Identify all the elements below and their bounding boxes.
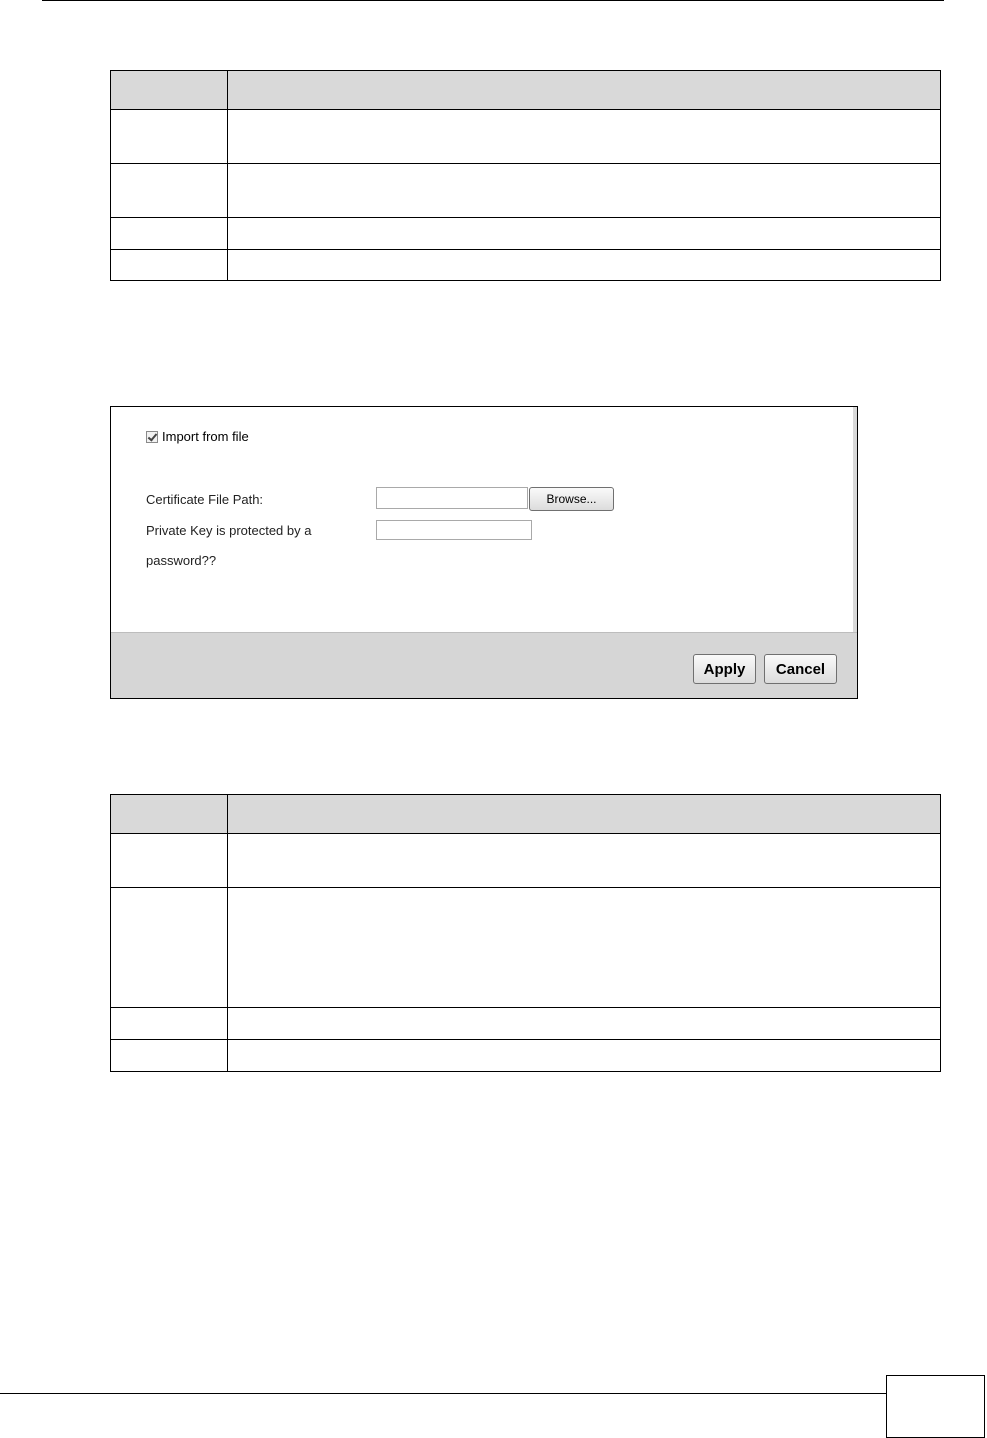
table-row	[111, 250, 941, 281]
row-description	[228, 164, 941, 218]
row-label	[111, 888, 228, 1008]
row-description	[228, 218, 941, 250]
row-description	[228, 1008, 941, 1040]
private-key-password-input[interactable]	[376, 520, 532, 540]
browse-button[interactable]: Browse...	[529, 487, 614, 511]
certificate-file-path-label: Certificate File Path:	[146, 492, 264, 507]
cancel-button[interactable]: Cancel	[764, 654, 837, 684]
description-table-1	[110, 70, 941, 281]
panel-content	[111, 407, 853, 632]
row-label	[111, 1040, 228, 1072]
panel-footer	[111, 632, 857, 698]
row-label	[111, 164, 228, 218]
row-label	[111, 110, 228, 164]
table-row	[111, 1008, 941, 1040]
table-row	[111, 164, 941, 218]
row-label	[111, 1008, 228, 1040]
import-from-file-checkbox[interactable]	[146, 431, 158, 443]
description-table-2	[110, 794, 941, 1072]
table-header-row	[111, 795, 941, 834]
row-description	[228, 110, 941, 164]
table-header-row	[111, 71, 941, 110]
table-row	[111, 1040, 941, 1072]
private-key-password-label-line-2: password??	[146, 553, 217, 568]
row-label	[111, 834, 228, 888]
row-description	[228, 834, 941, 888]
certificate-file-path-input[interactable]	[376, 487, 528, 509]
table-row	[111, 888, 941, 1008]
header-cell-description	[228, 795, 941, 834]
row-description	[228, 250, 941, 281]
header-cell-label	[111, 795, 228, 834]
import-certificate-panel	[110, 406, 858, 699]
header-cell-label	[111, 71, 228, 110]
table-row	[111, 218, 941, 250]
apply-button[interactable]: Apply	[693, 654, 756, 684]
private-key-password-label-line-1: Private Key is protected by a	[146, 523, 312, 538]
row-label	[111, 218, 228, 250]
row-description	[228, 888, 941, 1008]
row-description	[228, 1040, 941, 1072]
header-rule	[42, 0, 944, 1]
footer-rule	[0, 1393, 886, 1394]
header-cell-description	[228, 71, 941, 110]
import-from-file-row[interactable]	[146, 429, 249, 444]
import-from-file-label: Import from file	[162, 429, 249, 444]
table-row	[111, 834, 941, 888]
table-row	[111, 110, 941, 164]
page-number-box	[886, 1375, 985, 1438]
panel-scrollbar[interactable]	[853, 407, 857, 632]
row-label	[111, 250, 228, 281]
